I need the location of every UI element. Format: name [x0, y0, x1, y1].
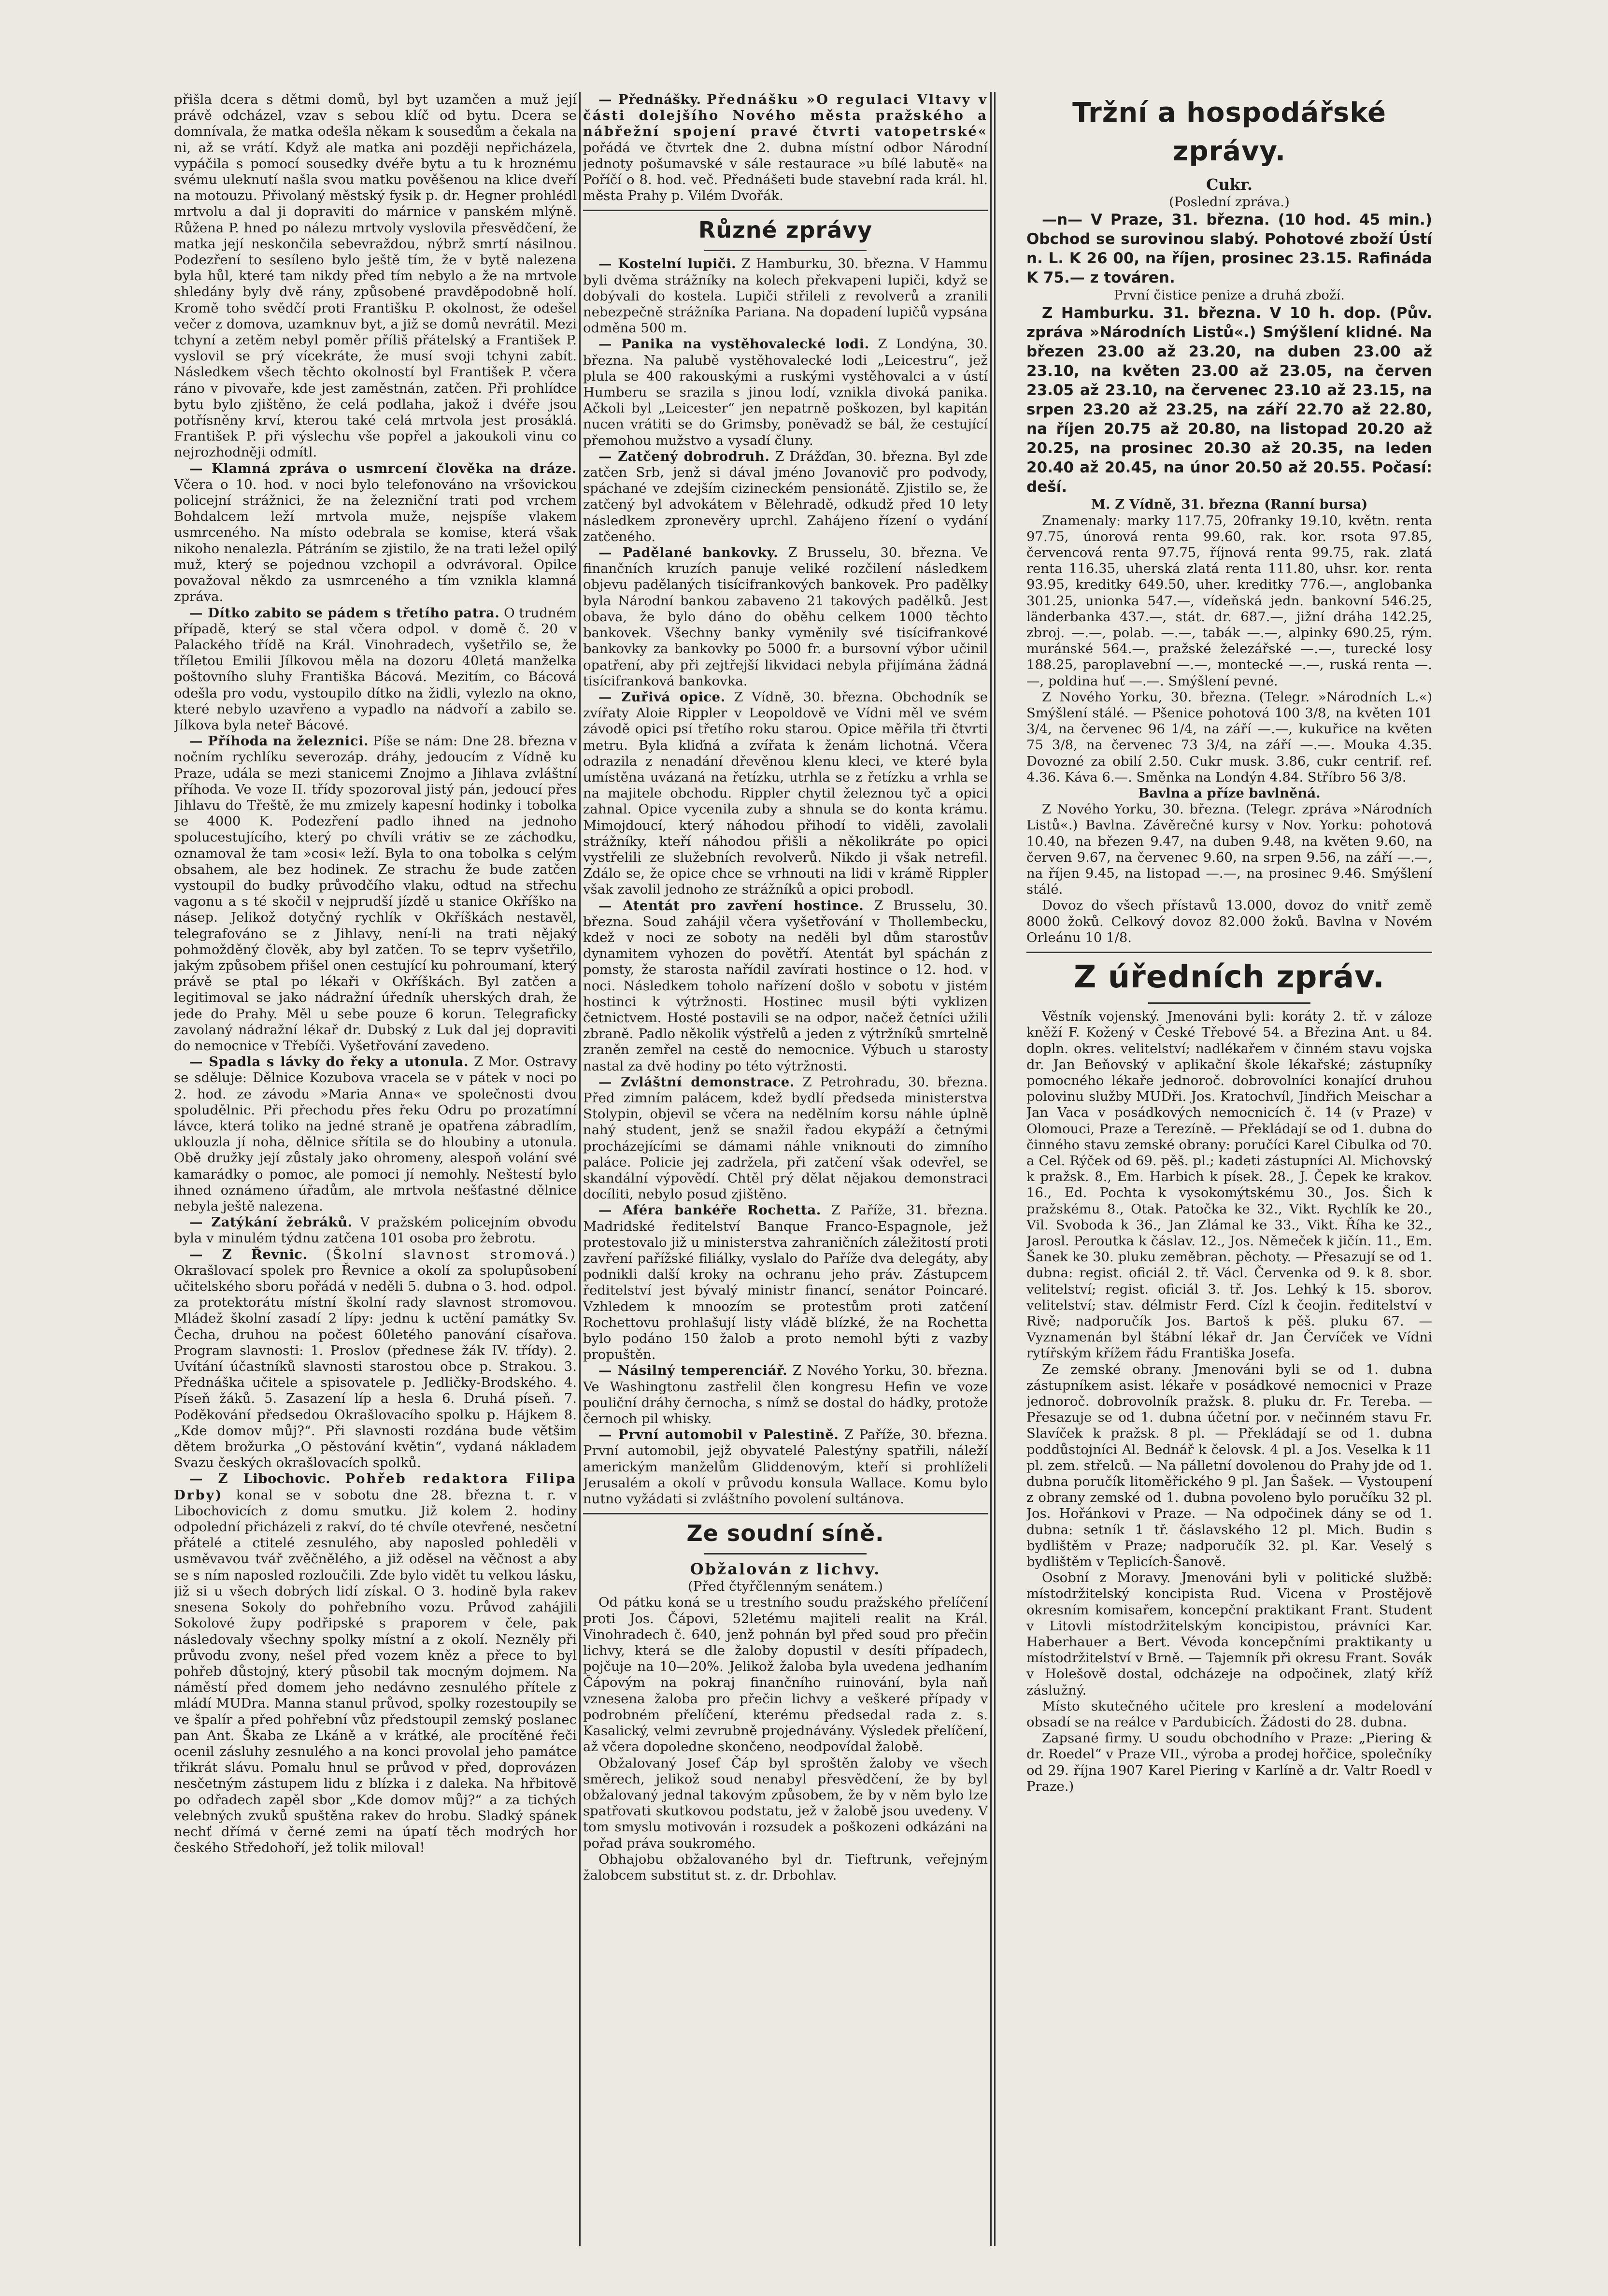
article-headline: — Zvláštní demonstrace. — [598, 1074, 795, 1090]
article-body — [583, 1202, 988, 1363]
column-rule-middle-1 — [990, 92, 992, 2246]
article-headline: — Příhoda na železnici. — [189, 733, 369, 749]
section-heading: Různé zprávy — [698, 217, 873, 243]
article-body — [583, 689, 988, 898]
article-body — [583, 1363, 988, 1427]
article-body — [174, 605, 577, 734]
article-headline: — Aféra bankéře Rochetta. — [598, 1202, 821, 1218]
article-headline: — Z Řevnic. — [189, 1246, 308, 1262]
article-text: Z Paříže, 30. března. První automobil, jejž obyvatelé Palestýny spatřili, náleží americkým manželům Gliddenovým, kteří si prohlíželi Jerusalém a okolí v průvodu konsula Wallace. Komu bylo nutno vyžádati si zvláštního povolení sultánova. — [583, 1427, 988, 1507]
heading-underline — [704, 1553, 866, 1554]
column-rule-middle-2 — [994, 92, 996, 2246]
article-text: Obžalovaný Josef Čáp byl sproštěn žaloby ve všech směrech, jelikož soud nenabyl přesvědčení, že by byl obžalovaný jednal takovým způsobem, že by v něm bylo lze spatřovati skutkovou podstatu, jež v žalobě jsou uvedeny. V tom smyslu motivován i rozsudek a poškozeni odkázáni na pořad práva soukromého. — [583, 1755, 988, 1851]
article-body — [583, 1427, 988, 1507]
article-note: (Před čtyřčlenným senátem.) — [688, 1579, 883, 1595]
article-body — [174, 1054, 577, 1214]
article-text: Z Brusselu, 30. března. Soud zahájil včera vyšetřování v Thollembecku, kdež v noci ze soboty na neděli byl dům starostův dynamitem vyhozen do povětří. Atentát byl spáchán z pomsty, že starosta nařídil zavírati hostince o 12. hod. v noci. Následkem toholo nařízení došlo v sobotu v jistém hostinci k výtržnosti. Hostinec musil býti vyklizen četnictvem. Hosté postavili se na odpor, načež četníci užili zbraně. Padlo několik výstřelů a jeden z výtržníků smrtelně zraněn zemřel na cestě do nemocnice. Výbuch u starosty nastal za dvě hodiny po této výtržnosti. — [583, 898, 988, 1074]
column-1 — [174, 92, 577, 2251]
article-body — [583, 336, 988, 448]
article-text: Píše se nám: Dne 28. března v nočním rychlíku severozáp. dráhy, jedoucím z Vídně ku Praze, udála se mezi stanicemi Znojmo a Jihlava zvláštní příhoda. Ve voze II. třídy spozoroval jistý pán, jedoucí přes Jihlavu do Třeště, že mu zmizely kapesní hodinky i tobolka se 4000 K. Podezření padlo ihned na jednoho spolucestujícího, který po chvíli vrátiv se ze záchodku, oznamoval že tam »cosi« leží. Byla to ona tobolka s celým obsahem, ale bez hodinek. Ze strachu že bude zatčen vystoupil do budky průvodčího vlaku, odtud na střechu vagonu a s té skočil v nejprudší jízdě u stanice Okříško na násep. Jelikož dotyčný rychlík v Okříškách nestavěl, telegrafováno se z Jihlavy, není-li na trati nějaký pohmožděný člověk, aby byl zatčen. To se teprv vyšetřilo, jakým způsobem přišel onen cestující ku pohroumaní, který právě se ptal po lékaři v Okříškách. Byl zatčen a legitimoval se jako nádražní úředník uherských drah, že jede do Prahy. Měl u sebe pouze 6 korun. Telegraficky zavolaný nádražní lékař dr. Dubský z Luk dal jej dopraviti do nemocnice v Třebíči. Vyšetřování zavedeno. — [174, 733, 577, 1054]
market-report: Dovoz do všech přístavů 13.000, dovoz do vnitř země 8000 žoků. Celkový dovoz 82.000 žoků. Bavlna v Novém Orleánu 10 1/8. — [1026, 898, 1432, 945]
column-rule-left — [579, 92, 581, 2246]
section-divider — [583, 1513, 988, 1514]
article-text: Z Drážďan, 30. března. Byl zde zatčen Srb, jenž si dával jméno Jovanovič pro podvody, spáchané ve zdejším cizineckém pensionátě. Zjistilo se, že zatčený byl advokátem v Bělehradě, odkudž před 10 lety následkem zpronevěry uprchl. Zahájeno řízení o vydání zatčeného. — [583, 448, 988, 544]
article-headline: — Klamná zpráva o usmrcení člověka na dráze. — [189, 460, 577, 476]
article-headline: — Z Libochovic. — [189, 1471, 331, 1487]
article-text: přišla dcera s dětmi domů, byl byt uzamčen a muž její právě odcházel, vzav s sebou klíč od bytu. Dcera se domnívala, že matka odešla někam k sousedům a čekala na ni, až se vrátí. Když ale matka ani později nepřicházela, vypáčila s pomocí sousedky dvéře bytu a tu k hroznému svému uleknutí našla svou matku pověšenou na klice dveří na motouzu. Přivolaný městský fysik p. dr. Hegner prohlédl mrtvolu a dal ji dopraviti do márnice v panském mlýně. Růžena P. hned po nálezu mrtvoly vyslovila přesvědčení, že matka její neskončila sebevraždou, nýbrž smrtí násilnou. Podezření to sesíleno bylo ještě tím, že v bytě nalezena byla hůl, které tam nikdy před tím nebylo a že na mrtvole shledány byly dvě rány, způsobené pravděpodobně holí. Kromě toho svědčí proti Františku P. okolnost, že odešel večer z domova, uzamknuv byt, a již se domů nevrátil. Mezi tchyní a zetěm nebyl poměr příliš přátelský a František P. vyslovil se prý vícekráte, že musí svoji tchyni zabít. Následkem všech těchto okolností byl František P. včera ráno v pivovaře, kde jest zaměstnán, zatčen. Při prohlídce bytu bylo zjištěno, že celá podlaha, jakož i dvéře jsou potřísněny krví, kterou také celá mrtvola jest prosáklá. František P. při výslechu vše popřel a jakoukoli vinu co nejrozhodněji odmítl. — [174, 92, 577, 460]
market-note: První čistice penize a druhá zboží. — [1113, 287, 1345, 303]
section-divider — [1026, 952, 1432, 953]
article-headline: — Spadla s lávky do řeky a utonula. — [189, 1054, 469, 1070]
article-headline: — Zatýkání žebráků. — [189, 1214, 353, 1230]
section-heading: Tržní a hospodářské zprávy. — [1072, 97, 1386, 167]
market-report: Z Nového Yorku, 30. března. (Telegr. »Národních L.«) Smýšlení stálé. — Pšenice pohotová 100 3/8, na květen 101 3/4, na červenec 96 1/4, na září —.—, kukuřice na květen 75 3/8, na červenec 73 3/4, na září —.—. Mouka 4.35. Dovozné za obilí 2.50. Cukr musk. 3.86, cukr centrif. ref. 4.36. Káva 6.—. Směnka na Londýn 4.84. Stříbro 56 3/8. — [1026, 689, 1432, 785]
article-text: pořádá ve čtvrtek dne 2. dubna místní odbor Národní jednoty pošumavské v sále restaurace »u bílé labutě« na Poříčí o 8. hod. več. Přednášeti bude stavební rada král. hl. města Prahy p. Vilém Dvořák. — [583, 140, 988, 204]
market-subheading: M. Z Vídně, 31. března (Ranní bursa) — [1091, 497, 1368, 513]
article-text: Z Vídně, 30. března. Obchodník se zvířaty Aloie Rippler v Leopoldově ve Vídni měl ve svém závodě opici psí třetího roku starou. Opice měřila tři čtvrti metru. Byla kliďná a zvířata k ženám lichotná. Včera odrazila z nenadání dřevěnou klenu kleci, ve které byla umístěna uvázaná na řetízku, utrhla se z řetízku a vrhla se na majitele obchodu. Rippler chytil železnou tyč a opici zahnal. Opice vycenila zuby a shnula se do konta krámu. Mimojdoucí, který náhodou přihodí to viděli, zavolali strážníky, kteří náhodou přišli a několikráte po opici vystřelili ze služebních revolverů. Nikdo ji však netrefil. Zdálo se, že opice chce se vrhnouti na lidi v krámě Rippler však zavolil jednoho ze strážníků a opici probodl. — [583, 689, 988, 898]
article-headline: — První automobil v Palestině. — [598, 1427, 839, 1443]
section-divider — [583, 210, 988, 211]
article-body — [174, 1214, 577, 1246]
article-headline: — Zatčený dobrodruh. — [598, 448, 770, 464]
article-headline: — Atentát pro zavření hostince. — [598, 898, 864, 913]
article-body — [583, 545, 988, 689]
article-body — [174, 1471, 577, 1856]
official-news: Místo skutečného učitele pro kreslení a modelování obsadí se na reálce v Pardubicích. Žádosti do 28. dubna. — [1026, 1698, 1432, 1730]
article-body — [174, 1247, 577, 1471]
official-news: Zapsané firmy. U soudu obchodního v Praze: „Piering & dr. Roedel“ v Praze VII., výroba a prodej hořčice, společníky od 29. října 1907 Karel Piering v Karlíně a dr. Valtr Roedl v Praze.) — [1026, 1730, 1432, 1794]
section-heading: Z úředních zpráv. — [1074, 959, 1385, 996]
market-report: Z Hamburku. 31. března. V 10 h. dop. (Pův. zpráva »Národních Listů«.) Smýšlení klidné. Na březen 23.00 až 23.20, na duben 23.00 až 23.10, na květen 23.00 až 23.05, na červen 23.05 až 23.10, na červenec 23.10 až 23.15, na srpen 23.20 až 23.25, na září 22.70 až 22.80, na říjen 20.75 až 20.80, na listopad 20.20 až 20.25, na prosinec 20.30 až 20.35, na leden 20.40 až 20.45, na únor 20.50 až 20.55. Počasí: deší. — [1026, 304, 1432, 496]
article-headline: — Zuřivá opice. — [598, 689, 726, 705]
heading-underline — [704, 250, 866, 251]
article-text: Okrašlovací spolek pro Řevnice a okolí za spolupůsobení učitelského sboru pořádá v neděli 5. dubna o 3. hod. odpol. za protektorátu místní školní rady slavnost stromovou. Mládež školní zasadí 2 lípy: jednu k uctění památky Sv. Čecha, druhou na počest 60letého panování císařova. Program slavnosti: 1. Proslov (přednese žák IV. třídy). 2. Uvítání účastníků slavnosti starostou obce p. Strakou. 3. Přednáška učitele a spisovatele p. Jedličky-Brodského. 4. Píseň žáků. 5. Zasazení líp a hesla 6. Druhá píseň. 7. Poděkování předsedou Okrašlovacího spolku p. Hájkem 8. „Kde domov můj?“. Při slavnosti rozdána bude většim dětem brožurka „O pěstování květin“, vydaná nákladem Svazu českých okrašlovacích spolků. — [174, 1262, 577, 1471]
article-body — [583, 256, 988, 336]
article-headline: — Padělané bankovky. — [598, 545, 779, 561]
article-subheadline: (Školní slavnost stromová.) — [326, 1246, 577, 1262]
article-headline: — Panika na vystěhovalecké lodi. — [598, 336, 869, 352]
market-subheading: Bavlna a příze bavlněná. — [1138, 785, 1321, 801]
market-report: Z Nového Yorku, 30. března. (Telegr. zpráva »Národních Listů«.) Bavlna. Závěrečné kursy v Nov. Yorku: pohotová 10.40, na březen 9.47, na duben 9.48, na květen 9.60, na červen 9.67, na červenec 9.60, na srpen 9.56, na září —.—, na říjen 9.45, na listopad —.—, na prosinec 9.46. Smýšlení stálé. — [1026, 801, 1432, 898]
article-text: Včera o 10. hod. v noci bylo telefonováno na vršovickou policejní strážnici, že na železniční trati pod vrchem Bohdalcem leží mrtvola muže, nejspíše vlakem usmrceného. Na místo odebrala se komise, která však nikoho nenalezla. Pátráním se zjistilo, že na trati ležel opilý muž, který se pojednou vzchopil a odvrávoral. Opilce považoval někdo za usmrceného a tím vznikla klamná zpráva. — [174, 476, 577, 605]
article-text: Z Brusselu, 30. března. Ve finančních kruzích panuje veliké rozčilení následkem objevu padělaných tisícifrankových bankovek. Pro padělky byla Národní bankou zabaveno 21 takových padělků. Jest obava, že bylo dáno do oběhu celkem 1000 těchto bankovek. Všechny banky vyměnily své tisícifrankové bankovky za bankovky po 5000 fr. a bursovní výbor učinil opatření, aby při zejtřejší likvidaci nebyla přijímána žádná tisícifranková bankovka. — [583, 545, 988, 689]
article-text: V pražském policejním obvodu byla v minulém týdnu zatčena 101 osoba pro žebrotu. — [174, 1214, 577, 1246]
article-text: konal se v sobotu dne 28. března t. r. v Libochovicích z domu smutku. Již kolem 2. hodiny odpolední přicházeli z rakví, do té chvíle otevřené, nesčetní přátelé a ctitelé zesnulého, aby naposled pohleděli v usměvavou tvář zvěčnělého, a již oděsel na věčnost a aby se s ním naposled rozloučili. Zde bylo vidět tu velkou lásku, již si u všech dobrých lidí získal. O 3. hodině byla rakev snesena Sokoly do pohřebního vozu. Průvod zahájili Sokolové župy podřipské s praporem v čele, pak následovaly všechny spolky místní a z okolí. Nezněly při průvodu zvony, nešel před vozem kněz a přece to byl pohřeb důstojný, který působil tak mocným dojmem. Na náměstí před domem jeho nedávno zesnulého přítele z mládí MUDra. Manna stanul průvod, spolky rozestoupily se ve špalír a před pohřební vůz předstoupil zemský poslanec pan Ant. Škaba ze Lkáně a v krátké, ale procítěné řeči ocenil zásluhy zesnulého a na konci provolal jeho památce třikrát slávu. Pomalu hnul se průvod v před, doprovázen nesčetným zástupem lidu z blízka i z daleka. Na hřbitově po odřadech zapěl sbor „Kde domov můj?“ a za tichých velebných zvuků spuštěna rakev do hrobu. Sladký spánek nechť dřímá v černé zemi na úpatí těch modrých hor českého Středohoří, jež tolik miloval! — [174, 1487, 577, 1856]
article-body — [583, 92, 988, 204]
article-body — [583, 449, 988, 545]
official-news: Ze zemské obrany. Jmenováni byli se od 1. dubna zástupníkem asist. lékaře v posádkové nemocnici v Praze jednoroč. dobrovolník pražsk. 8. pluku dr. Fr. Tereba. — Přesazuje se od 1. dubna účetní por. v nečinném stavu Fr. Slavíček k pražsk. 8 pl. — Překládají se od 1. dubna poddůstojníci Al. Bednář k čelovsk. 4 pl. a Jos. Veselka k 11 pl. zem. střelců. — Na pálletní dovolenou do Prahy jde od 1. dubna poručík litoměřického 9 pl. Jan Šašek. — Vystoupení z obrany zemské od 1. dubna povoleno bylo poručíku 32 pl. Jos. Hořánkovi v Praze. — Na odpočinek dány se od 1. dubna: setník 1 tř. čáslavského 12 pl. Mich. Budin s bydlištěm v Praze; nadporučík 32. pl. Kar. Veselý s bydlištěm v Teplicích-Šanově. — [1026, 1361, 1432, 1569]
article-title: Cukr. — [1206, 175, 1252, 194]
article-body — [174, 461, 577, 605]
column-2 — [583, 92, 988, 2251]
article-text: Od pátku koná se u trestního soudu pražského přelíčení proti Jos. Čápovi, 52letému majiteli realit na Král. Vinohradech č. 640, jenž pohnán byl před soud pro přečin lichvy, která se dle žaloby dopustil v desíti případech, pojčuje na 10—20%. Jelikož žaloba byla uvedena jedhaním Čápovým na pokraj finančního ruinování, byla naň vznesena žaloba pro přečin lichvy a veškeré případy v podrobném přelíčení, kterému předsedal rada z. s. Kasalický, velmi zevrubně projednávány. Výsledek přelíčení, až včera dopoledne skončeno, neodpovídal žalobě. — [583, 1595, 988, 1755]
article-subheadline: Přednášku »O regulaci Vltavy v části dolejšího Nového města pražského a nábřežní spojení pravé čtvrti vatopetrské« — [583, 92, 988, 140]
article-text: Z Hamburku, 30. března. V Hammu byli dvěma strážníky na kolech překvapeni lupiči, když se dobývali do kostela. Lupiči střileli z revolverů a zranili nebezpečně strážníka Pariana. Na dopadení lupičů vypsána odměna 500 m. — [583, 256, 988, 336]
official-news: Věstník vojenský. Jmenováni byli: koráty 2. tř. v záloze kněží F. Kožený v České Třebové 54. a Březina Ant. u 84. dopln. okres. velitelství; nadlékařem v činném stavu vojska dr. Jan Beňovský v aplikační škole lékařské; zástupníky pomocného lékaře jednoroč. dobrovolníci konající druhou polovinu služby MUDři. Jos. Kratochvíl, Jindřich Meischar a Jan Vaca v posádkových nemocnicích č. 14 (v Praze) v Olomouci, Praze a Terezíně. — Překládají se od 1. dubna do činného stavu zemské obrany: poručíci Karel Cibulka od 70. a Cel. Rýček od 69. pěš. pl.; kadeti zástupníci Al. Michovský k pražsk. 8., Em. Harbich k písek. 28., J. Čepek ke krakov. 16., Ed. Pochta k vysokomýtskému 30., Jos. Šich k pražskému 8., Otak. Patočka ke 32., Vikt. Rychlík ke 20., Vil. Svoboda k 36., Jan Zlámal ke 33., Vikt. Říha ke 32., Jarosl. Peroutka k čáslav. 12., Jos. Němeček k jičín. 11., Em. Šanek ke 30. pluku zeměbran. pěchoty. — Přesazují se od 1. dubna: regist. oficiál 2. tř. Václ. Červenka od 9. k 8. sbor. velitelství; regist. oficiál 3. tř. Jos. Lehký k 15. sborov. velitelství; stav. délmistr Ferd. Cízl k čeojin. ředitelství v Rivě; nadporučík Jos. Bartoš k pěš. pluku 67. — Vyznamenán byl štábní lékař dr. Jan Červíček ve Vídni rytířským křížem řádu Františka Josefa. — [1026, 1009, 1432, 1361]
article-text: Z Paříže, 31. března. Madridské ředitelství Banque Franco-Espagnole, jež protestovalo již u ministerstva zahraničních záležitostí proti zavření pařížské filiálky, vyslalo do Paříže dva delegáty, aby podnikli další kroky na ochranu jeho práv. Zástupcem ředitelství jest bývalý ministr financí, senátor Poincaré. Vzhledem k mnoozím se protestům proti zatčení Rochettovu prohlašují listy vládě blízké, že na Rochetta bylo podáno 150 žalob a proto nemohl býti z vazby propuštěn. — [583, 1202, 988, 1363]
article-title: Obžalován z lichvy. — [690, 1560, 881, 1579]
official-news: Osobní z Moravy. Jmenováni byli v politické službě: místodržitelský koncipista Rud. Vicena v Prostějově okresním komisařem, koncepční praktikant Frant. Student v Litovli místodržitelským koncipistou, právníci Kar. Haberhauer a Bert. Vévoda koncepčními praktikanty u místodržitelství v Brně. — Tajemník při okresu Frant. Sovák v Holešově dostal, odcházeje na odpočinek, zlatý kříž záslužný. — [1026, 1570, 1432, 1698]
article-body — [583, 1074, 988, 1203]
article-text: Z Londýna, 30. března. Na palubě vystěhovalecké lodi „Leicestru“, jež plula se 400 rakouskými a ruskými vystěhovalci a v ústí Humberu se srazila s jinou lodí, vznikla divoká panika. Ačkoli byl „Leicester“ jen nepatrně poškozen, byl kapitán nucen vrátiti se do Grimsby, poněvadž se bál, že cestující přemohou mužstvo a vysadí čluny. — [583, 336, 988, 448]
article-headline: — Násilný temperenciář. — [598, 1363, 788, 1379]
heading-underline — [1148, 1002, 1310, 1004]
article-text: Z Mor. Ostravy se sděluje: Dělnice Kozubova vracela se v pátek v noci po 2. hod. ze závodu »Maria Anna« ve společnosti dvou spoludělnic. Při přechodu přes řeku Odru po prozatímní lávce, která toliko na jedné straně je opatřena zábradlím, uklouzla jí noha, dělnice sřítila se do hloubiny a utonula. Obě družky její zůstaly jako ohromeny, alespoň volání své kamarádky o pomoc, ale pomoci jí nemohly. Neštestí bylo ihned oznámeno úřadům, ale mrtvola nešťastné dělnice nebyla ještě nalezena. — [174, 1054, 577, 1214]
article-text: Z Petrohradu, 30. března. Před zimním palácem, kdež bydlí předseda ministerstva Stolypin, objevil se včera na nedělním korsu náhle úplně nahý student, jenž se snažil řadou ekypáží a četnými procházejícími se dámami náhle vniknouti do zimního paláce. Policie jej zadržela, při zatčení však odevřel, se skandální výpovědí. Chtěl prý dělat nějakou demonstraci docíliti, nebylo posud zjištěno. — [583, 1074, 988, 1202]
article-subheadline: Pohřeb redaktora Filipa Drby) — [174, 1471, 577, 1503]
article-body — [583, 898, 988, 1074]
article-headline: — Dítko zabito se pádem s třetího patra. — [189, 605, 500, 621]
article-text: Z Nového Yorku, 30. března. Ve Washingtonu zastřelil člen kongresu Hefin ve voze pouliční dráhy černocha, s nímž se dostal do hádky, protože černoch pil whisky. — [583, 1363, 988, 1427]
market-report: —n— V Praze, 31. března. (10 hod. 45 min.) Obchod se surovinou slabý. Pohotové zboží Ústí n. L. K 26 00, na říjen, prosinec 23.15. Rafináda K 75.— z továren. — [1026, 211, 1432, 287]
section-heading: Ze soudní síně. — [686, 1520, 884, 1547]
article-headline: — Kostelní lupiči. — [598, 256, 737, 272]
column-3 — [1026, 92, 1432, 2251]
market-report: Znamenaly: marky 117.75, 20franky 19.10, květn. renta 97.75, únorová renta 99.60, rak. kor. rsota 97.85, červencová renta 97.75, říjnová renta 99.75, rak. zlatá renta 116.35, uherská zlatá renta 111.80, uhsr. kor. renta 93.95, kreditky 649.50, uher. kreditky 776.—, anglobanka 301.25, unionka 547.—, vídeňská jedn. bankovní 546.25, länderbanka 437.—, stát. dr. 687.—, jižní dráha 142.25, zbroj. —.—, polab. —.—, tabák —.—, alpinky 690.25, rým. muránské 564.—, pražské železářské —.—, turecké losy 188.25, paroplavební —.—, montecké —.—, ruská renta —.—, poldina huť —.—. Smýšlení pevné. — [1026, 513, 1432, 689]
article-headline: — Přednášky. — [598, 92, 701, 107]
article-body — [174, 733, 577, 1054]
article-text: Obhajobu obžalovaného byl dr. Tieftrunk, veřejným žalobcem substitut st. z. dr. Drbohlav. — [583, 1851, 988, 1883]
article-text: O trudném případě, který se stal včera odpol. v domě č. 20 v Palackého třídě na Král. Vinohradech, vyšetřilo se, že tříletou Emilii Jílkovou měla na dozoru 40letá manželka poštovního sluhy Františka Bácová. Mezitím, co Bácová odešla pro vodu, vystoupilo dítko na židli, vylezlo na okno, které nebylo uzavřeno a vypadlo na nádvoří a zabilo se. Jílkova byla neteř Bácové. — [174, 605, 577, 733]
article-note: (Poslední zpráva.) — [1169, 194, 1290, 210]
